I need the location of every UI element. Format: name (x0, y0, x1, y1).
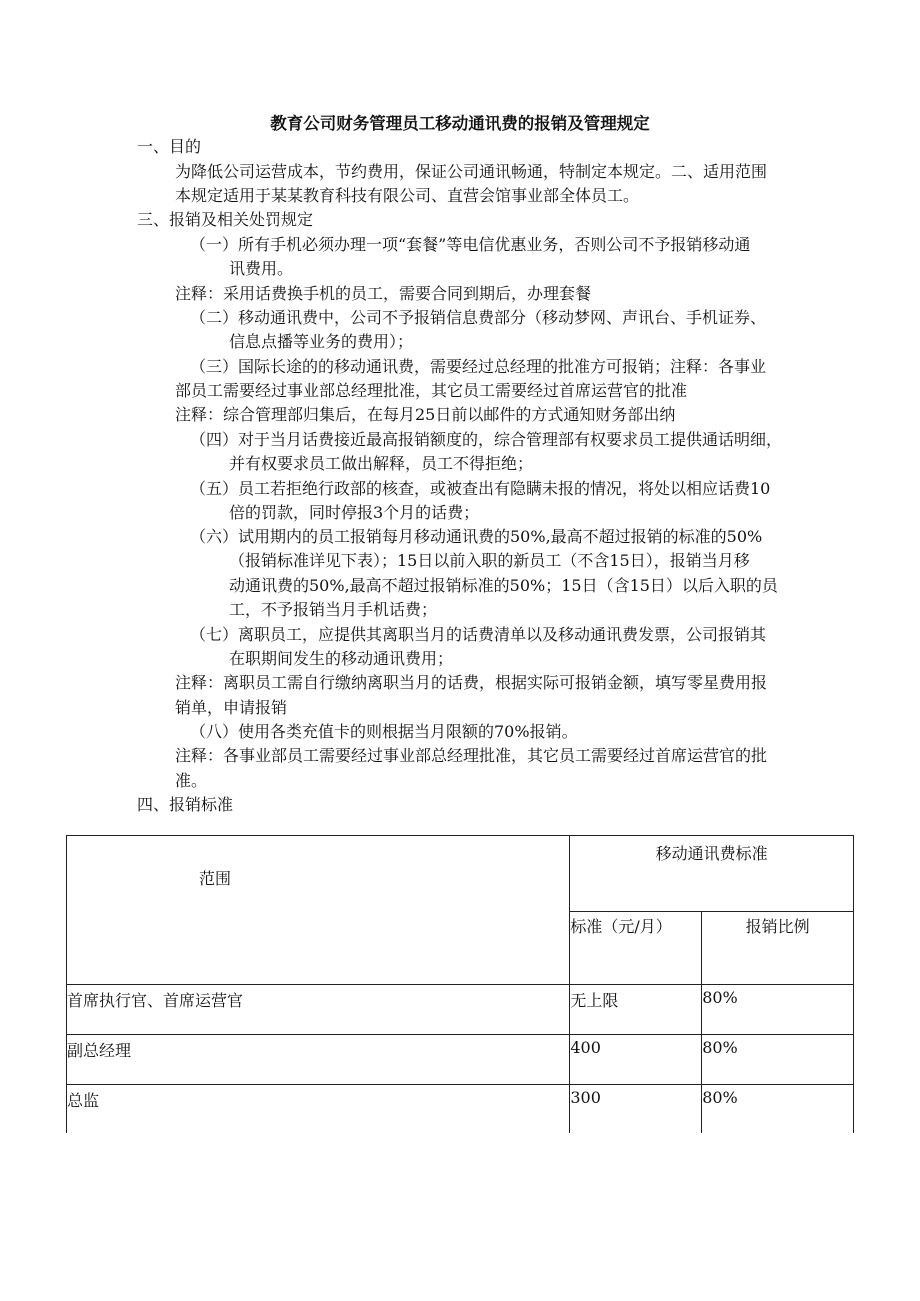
paragraph-line: （二）移动通讯费中，公司不予报销信息费部分（移动梦网、声讯台、手机证券、 (190, 308, 767, 327)
table-cell-standard: 400 (570, 1035, 702, 1085)
note-line: 销单，申请报销 (175, 698, 288, 717)
note-line: 注释：各事业部员工需要经过事业部总经理批准，其它员工需要经过首席运营官的批 (175, 746, 768, 765)
table-cell-scope: 副总经理 (67, 1035, 570, 1085)
paragraph-line: 倍的罚款，同时停报3个月的话费； (229, 503, 480, 522)
note-line: 注释：采用话费换手机的员工，需要合同到期后，办理套餐 (175, 284, 592, 303)
table-cell-ratio: 80% (702, 1035, 854, 1085)
table-cell-ratio: 80% (702, 1085, 854, 1133)
paragraph-line: 动通讯费的50%,最高不超过报销标准的50%；15日（含15日）以后入职的员 (229, 576, 778, 595)
paragraph-line: （报销标准详见下表）；15日以前入职的新员工（不含15日），报销当月移 (229, 551, 750, 570)
paragraph-line: 部员工需要经过事业部总经理批准，其它员工需要经过首席运营官的批准 (175, 381, 688, 400)
table-row (67, 985, 854, 1035)
paragraph-line: （三）国际长途的的移动通讯费，需要经过总经理的批准方可报销；注释：各事业 (190, 357, 767, 376)
paragraph-line: （一）所有手机必须办理一项“套餐”等电信优惠业务，否则公司不予报销移动通 (190, 235, 751, 254)
paragraph-line: （八）使用各类充值卡的则根据当月限额的70%报销。 (190, 722, 578, 741)
paragraph-line: （四）对于当月话费接近最高报销额度的，综合管理部有权要求员工提供通话明细， (190, 430, 783, 449)
table-header-group: 移动通讯费标准 (570, 836, 854, 912)
paragraph-line: （五）员工若拒绝行政部的核查，或被查出有隐瞒未报的情况，将处以相应话费10 (190, 479, 771, 498)
table-cell-standard: 300 (570, 1085, 702, 1133)
paragraph-line: 工，不予报销当月手机话费； (229, 600, 438, 619)
table-cell-scope: 首席执行官、首席运营官 (67, 985, 570, 1035)
table-row (67, 1035, 854, 1085)
paragraph-line: 并有权要求员工做出解释，员工不得拒绝； (229, 454, 534, 473)
table-header-ratio: 报销比例 (702, 912, 854, 985)
paragraph-line: （七）离职员工，应提供其离职当月的话费清单以及移动通讯费发票，公司报销其 (190, 625, 767, 644)
paragraph-line: 为降低公司运营成本，节约费用，保证公司通讯畅通，特制定本规定。二、适用范围 (175, 162, 768, 181)
section-heading: 一、目的 (137, 137, 202, 156)
table-header-scope: 范围 (67, 836, 570, 985)
note-line: 注释：离职员工需自行缴纳离职当月的话费，根据实际可报销金额，填写零星费用报 (175, 673, 768, 692)
table-header-standard: 标准（元/月） (570, 912, 702, 985)
note-line: 注释：综合管理部归集后，在每月25日前以邮件的方式通知财务部出纳 (175, 405, 676, 424)
paragraph-line: 讯费用。 (229, 259, 294, 278)
table-cell-standard: 无上限 (570, 985, 702, 1035)
table-row (67, 1085, 854, 1133)
paragraph-line: （六）试用期内的员工报销每月移动通讯费的50%,最高不超过报销的标准的50% (190, 527, 763, 546)
section-heading: 四、报销标准 (137, 795, 234, 814)
section-heading: 三、报销及相关处罚规定 (137, 210, 314, 229)
paragraph-line: 本规定适用于某某教育科技有限公司、直营会馆事业部全体员工。 (175, 186, 640, 205)
paragraph-line: 在职期间发生的移动通讯费用； (229, 649, 454, 668)
reimbursement-standard-table (66, 835, 854, 1133)
table-cell-ratio: 80% (702, 985, 854, 1035)
page-title: 教育公司财务管理员工移动通讯费的报销及管理规定 (270, 114, 650, 133)
paragraph-line: 信息点播等业务的费用）； (229, 332, 414, 351)
table-cell-scope: 总监 (67, 1085, 570, 1133)
note-line: 准。 (175, 771, 208, 790)
